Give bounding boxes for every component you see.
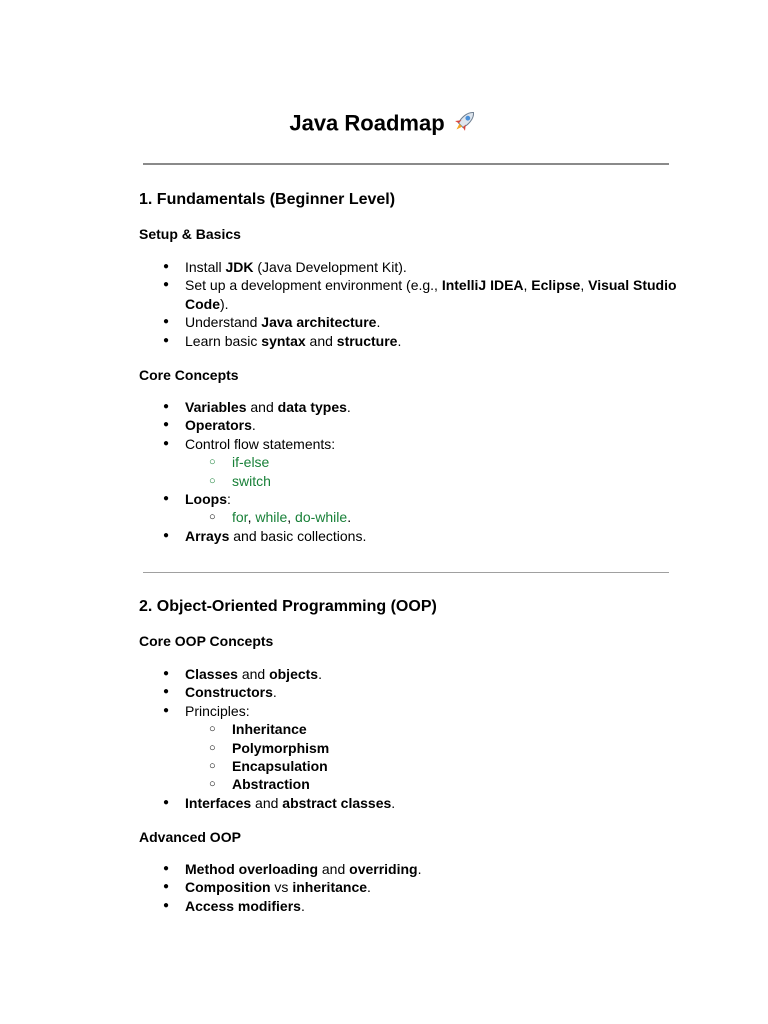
subheading-core-oop: Core OOP Concepts: [139, 633, 274, 649]
sub-list-item: ○ Polymorphism: [185, 739, 682, 757]
sub-list-item: ○ switch: [185, 472, 682, 490]
list-item: ● Arrays and basic collections.: [162, 527, 682, 545]
sub-list-item: ○ Encapsulation: [185, 757, 682, 775]
list-item: ● Install JDK (Java Development Kit).: [162, 258, 682, 276]
core-concepts-list: [162, 398, 682, 545]
sub-list-item: ○ for, while, do-while.: [185, 508, 682, 526]
list-item: ● Principles: ○ Inheritance ○ Polymorphism ○ Encapsulation ○ Abstraction: [162, 702, 682, 794]
page-title: [0, 108, 768, 141]
subheading-core-concepts: Core Concepts: [139, 367, 239, 383]
list-item: ● Control flow statements: ○ if-else ○ switch: [162, 435, 682, 490]
rocket-icon: [451, 108, 479, 141]
section-divider: [143, 572, 669, 573]
core-oop-list: [162, 665, 682, 812]
loops-sublist: [185, 508, 682, 526]
setup-basics-list: [162, 258, 682, 350]
control-flow-sublist: [185, 453, 682, 490]
sub-list-item: ○ Inheritance: [185, 720, 682, 738]
section-heading-oop: 2. Object-Oriented Programming (OOP): [139, 598, 437, 615]
title-divider: [143, 163, 669, 165]
list-item: ● Operators.: [162, 416, 682, 434]
list-item: ● Classes and objects.: [162, 665, 682, 683]
sub-list-item: ○ if-else: [185, 453, 682, 471]
sub-list-item: ○ Abstraction: [185, 775, 682, 793]
list-item: ● Learn basic syntax and structure.: [162, 332, 682, 350]
list-item: ● Loops: ○ for, while, do-while.: [162, 490, 682, 527]
advanced-oop-list: [162, 860, 682, 915]
list-item: ● Access modifiers.: [162, 897, 682, 915]
subheading-advanced-oop: Advanced OOP: [139, 829, 241, 845]
list-item: ● Composition vs inheritance.: [162, 878, 682, 896]
list-item: ● Set up a development environment (e.g., IntelliJ IDEA, Eclipse, Visual Studio Code).: [162, 276, 682, 313]
list-item: ● Constructors.: [162, 683, 682, 701]
list-item: ● Variables and data types.: [162, 398, 682, 416]
principles-sublist: [185, 720, 682, 794]
list-item: ● Interfaces and abstract classes.: [162, 794, 682, 812]
list-item: ● Understand Java architecture.: [162, 313, 682, 331]
list-item: ● Method overloading and overriding.: [162, 860, 682, 878]
page-title-text: Java Roadmap: [289, 110, 445, 136]
subheading-setup-basics: Setup & Basics: [139, 226, 241, 242]
section-heading-fundamentals: 1. Fundamentals (Beginner Level): [139, 191, 396, 208]
